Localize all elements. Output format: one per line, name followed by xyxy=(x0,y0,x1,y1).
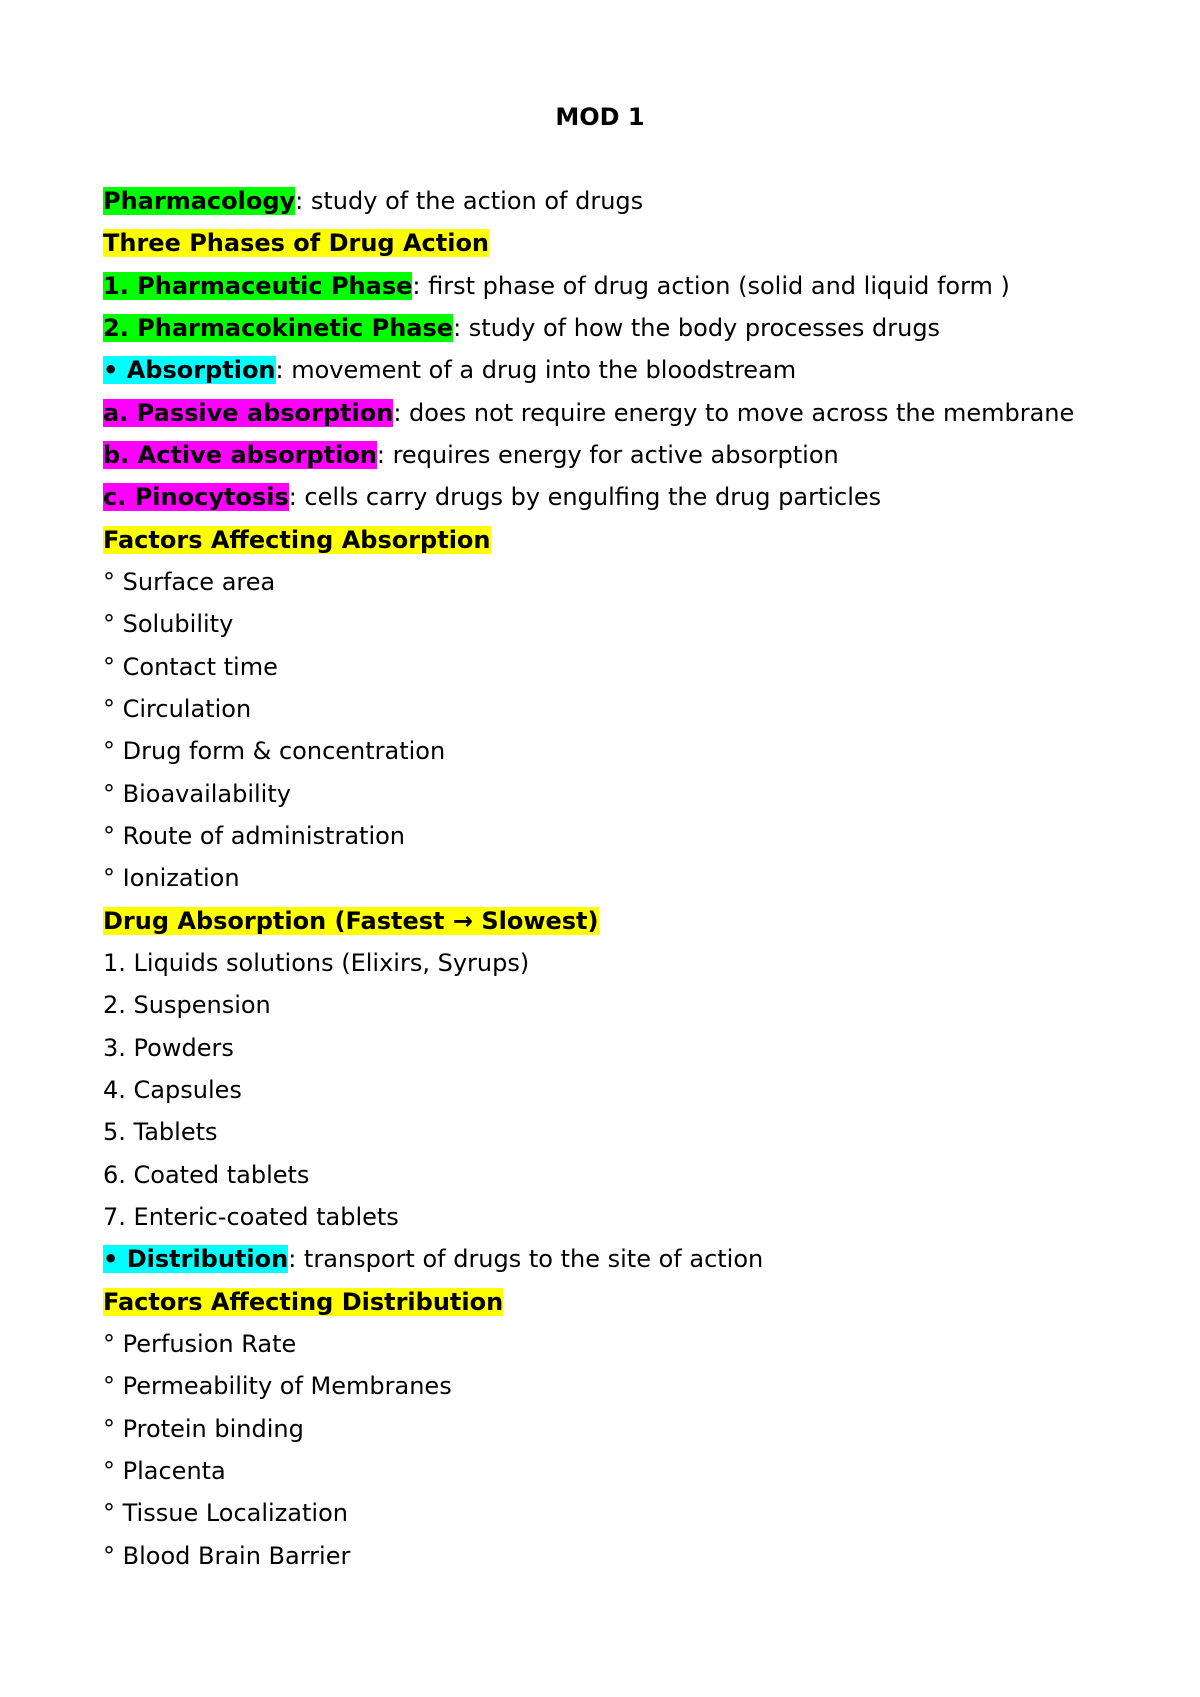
line-text: ° Placenta xyxy=(103,1457,226,1485)
line-text: 3. Powders xyxy=(103,1034,234,1062)
line-text: ° Blood Brain Barrier xyxy=(103,1542,351,1570)
line-text: 5. Tablets xyxy=(103,1118,218,1146)
note-line xyxy=(103,651,278,683)
line-text: ° Permeability of Membranes xyxy=(103,1372,452,1400)
note-line xyxy=(103,1455,226,1487)
highlighted-term: 1. Pharmaceutic Phase xyxy=(103,272,413,300)
note-line-highlighted xyxy=(103,270,1010,302)
line-text: ° Circulation xyxy=(103,695,252,723)
note-line-highlighted xyxy=(103,524,491,556)
line-text: 1. Liquids solutions (Elixirs, Syrups) xyxy=(103,949,530,977)
note-line-highlighted xyxy=(103,905,599,937)
line-text: ° Route of administration xyxy=(103,822,406,850)
note-line-highlighted xyxy=(103,354,796,386)
line-text: : does not require energy to move across the membrane xyxy=(393,399,1075,427)
note-line xyxy=(103,1074,242,1106)
note-line-highlighted xyxy=(103,481,881,513)
line-text: 4. Capsules xyxy=(103,1076,242,1104)
note-line xyxy=(103,1201,399,1233)
line-text: ° Bioavailability xyxy=(103,780,291,808)
highlighted-term: Pharmacology xyxy=(103,187,296,215)
note-line-highlighted xyxy=(103,227,489,259)
line-text: ° Surface area xyxy=(103,568,276,596)
line-text: 6. Coated tablets xyxy=(103,1161,310,1189)
note-line xyxy=(103,820,405,852)
line-text: ° Perfusion Rate xyxy=(103,1330,297,1358)
note-line xyxy=(103,778,291,810)
highlighted-term: Factors Affecting Distribution xyxy=(103,1288,504,1316)
highlighted-term: Factors Affecting Absorption xyxy=(103,526,491,554)
note-line-highlighted xyxy=(103,312,940,344)
note-line xyxy=(103,947,529,979)
highlighted-term: • Distribution xyxy=(103,1245,289,1273)
line-text: 7. Enteric-coated tablets xyxy=(103,1203,399,1231)
highlighted-term: 2. Pharmacokinetic Phase xyxy=(103,314,454,342)
line-text: : study of how the body processes drugs xyxy=(453,314,941,342)
note-line xyxy=(103,1413,304,1445)
highlighted-term: c. Pinocytosis xyxy=(103,483,289,511)
line-text: : cells carry drugs by engulfing the drug particles xyxy=(288,483,882,511)
highlighted-term: b. Active absorption xyxy=(103,441,377,469)
note-line-highlighted xyxy=(103,439,839,471)
line-text: ° Contact time xyxy=(103,653,278,681)
note-line xyxy=(103,1497,348,1529)
line-text: : movement of a drug into the bloodstream xyxy=(275,356,797,384)
note-line xyxy=(103,862,240,894)
note-line xyxy=(103,566,275,598)
note-line xyxy=(103,1328,296,1360)
note-line xyxy=(103,1370,452,1402)
note-line xyxy=(103,989,271,1021)
highlighted-term: Three Phases of Drug Action xyxy=(103,229,490,257)
highlighted-term: Drug Absorption (Fastest → Slowest) xyxy=(103,907,599,935)
line-text: : first phase of drug action (solid and liquid form ) xyxy=(412,272,1010,300)
note-line-highlighted xyxy=(103,1243,763,1275)
line-text: ° Protein binding xyxy=(103,1415,304,1443)
note-line-highlighted xyxy=(103,185,643,217)
line-text: ° Drug form & concentration xyxy=(103,737,446,765)
highlighted-term: a. Passive absorption xyxy=(103,399,394,427)
line-text: : transport of drugs to the site of action xyxy=(288,1245,764,1273)
line-text: : study of the action of drugs xyxy=(295,187,644,215)
note-line xyxy=(103,1116,218,1148)
page-title: MOD 1 xyxy=(555,103,645,131)
note-line xyxy=(103,1540,350,1572)
note-line-highlighted xyxy=(103,397,1074,429)
note-line xyxy=(103,1032,234,1064)
line-text: : requires energy for active absorption xyxy=(376,441,839,469)
highlighted-term: • Absorption xyxy=(103,356,276,384)
line-text: ° Solubility xyxy=(103,610,234,638)
note-line xyxy=(103,1159,309,1191)
note-line xyxy=(103,735,445,767)
line-text: ° Tissue Localization xyxy=(103,1499,348,1527)
note-line xyxy=(103,693,251,725)
line-text: 2. Suspension xyxy=(103,991,271,1019)
note-line-highlighted xyxy=(103,1286,503,1318)
line-text: ° Ionization xyxy=(103,864,240,892)
note-line xyxy=(103,608,233,640)
